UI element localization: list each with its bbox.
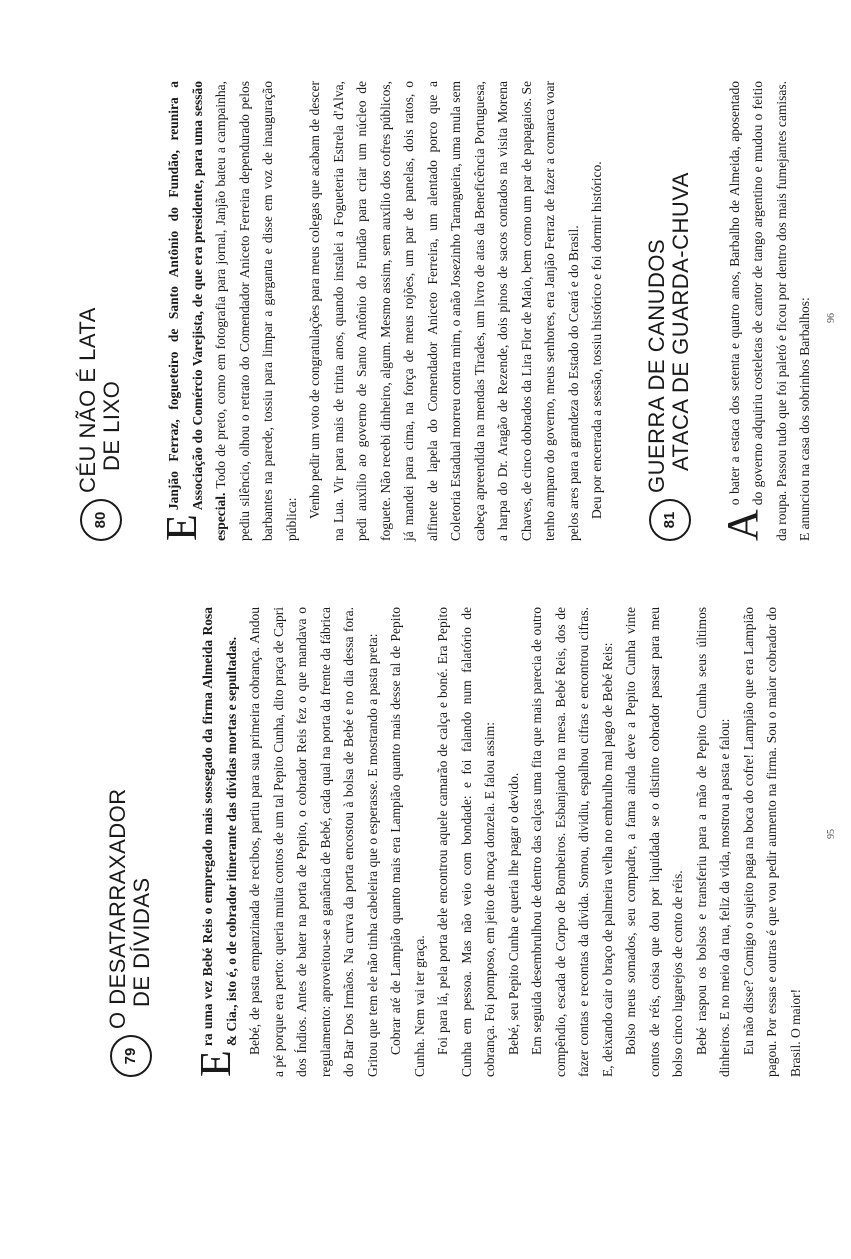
drop-cap: E	[191, 1050, 240, 1077]
paragraph: Eu não disse? Comigo o sujeito paga na boca do cofre! Lampião que era Lampião pagou. Por essas e outras é que vou pedir aumento na firma. Sou o maior cobrador do Brasil. O maior!	[740, 607, 803, 1077]
lead-text: ra uma vez Bebé Reis o empregado mais sossegado da firma Almeida Rosa & Cia., isto é, o de cobrador itinerante das dívidas mortas e sepultadas.	[200, 607, 239, 1047]
paragraph: Foi para lá, pela porta dele encontrou aquele camarão de calça e boné. Era Pepito Cunha em pessoa. Mas não veio com bondade: e foi falando num falatório de cobrança. Foi pomposo, em jeito de moça donzela. E falou assim:	[435, 607, 497, 1077]
section-81	[619, 81, 723, 541]
paragraph: Cobrar até de Lampião quanto mais era Lampião quanto mais desse tal de Pepito Cunha. Nem vai ter graça.	[388, 607, 427, 1077]
page-number-left: 95	[826, 829, 837, 839]
section-number-79	[110, 1035, 152, 1077]
section-number-text: 80	[92, 511, 110, 529]
section-title-line1: O DESATARRAXADOR	[105, 788, 130, 1029]
page-number-right: 96	[826, 313, 837, 323]
paragraph-continuation: Todo de preto, como em fotografia para jornal, Janjão bateu a campainha, pediu silêncio, olhou o retrato do Comendador Aniceto Ferreira dependurado pelos barbantes na parede, tossiu para limpar a garganta e disse em voz de inauguração pública:	[213, 81, 299, 541]
section-79	[70, 607, 196, 1077]
section-number-text: 79	[122, 1047, 140, 1065]
paragraph	[157, 81, 303, 541]
section-number-80	[80, 499, 122, 541]
paragraph: Bebé, de pasta empanzinada de recibos, partiu para sua primeira cobrança. Andou a pé porque era perto: queria muita contos de um tal Pepito Cunha, dito praça de Capri dos Índios. Antes de bater na porta de Pepito, o cobrador Reis fez o que mandava o regulamento: aproveitou-se a ganância de Bebé, cada qual na porta da frente da fábrica do Bar Dos Irmãos. Na curva da porta encostou à bolsa de Bebé e no dia dessa fora. Gritou que tem ele não tinha cabeleira que o esperasse. E mostrando a pasta preta:	[247, 607, 380, 1077]
lead-text: Janjão Ferraz, fogueteiro de Santo Antônio do Fundão, reunira a Associação do Comércio Varejista, de que era presidente, para uma sessão especial.	[166, 81, 228, 541]
paragraph: Bolso meus somados, seu compadre, a fama ainda deve a Pepito Cunha vinte contos de réis, coisa que dou por liquidada se o distinto cobrador passar para meu bolso cinco lugarejos de conto de réis.	[623, 607, 685, 1077]
paragraph	[191, 607, 243, 1077]
paragraph: Deu por encerrada a sessão, tossiu histórico e foi dormir histórico.	[589, 161, 604, 519]
left-page	[70, 607, 807, 1077]
section-title-line1: GUERRA DE CANUDOS	[643, 238, 669, 493]
section-81-body	[717, 81, 817, 541]
lead-text: o bater a estaca dos setenta e quatro anos, Barbalho de Almeida, aposentado do governo adquiriu costeletas de cantor de tango argentino e mudou o feitio da roupa. Passou tudo que foi paletó e ficou por dentro dos mais fumejantes camisas. E anunciou na casa dos sobrinhos Barbalhos:	[726, 81, 812, 541]
paragraph: Venho pedir um voto de congratulações para meus colegas que acabam de descer na Lua. Vir para mais de trinta anos, quando instalei a Fogueteria Estrela d'Alva, pedi auxílio ao governo de Santo Antônio do Fundão para criar um núcleo de foguete. Não recebi dinheiro, algum. Mesmo assim, sem auxílio dos cofres públicos, já mandei para cima, na força de meus rojões, um par de panelas, dois ratos, o alfinete de lapela do Comendador Aniceto Ferreira, um alentado porco que a Coletoria Estadual morreu contra mim, o anão Josezinho Tarangueira, uma mula sem cabeça apreendida na mendas Tirades, um livro de atas da Beneficência Portuguesa, a harpa do Dr. Aragão de Rezende, dois pinos de sacos contados na visita Morena Chaves, de cinco dobrados da Lira Flor de Maio, bem como um par de papagaios. Se tenho amparo do governo, meus senhores, era Janjão Ferraz de fazer a comarca voar pelos ares para a grandeza do Estado do Ceará e do Brasil.	[307, 81, 581, 541]
paragraph	[717, 81, 817, 541]
drop-cap: E	[157, 514, 206, 541]
paragraph: Em seguida desembrulhou de dentro das calças uma fita que mais parecia de outro compêndio, escada de Corpo de Bombeiros. Esbanjando na mesa. Bebé Reis, dos de fazer contas e recontas da dívida. Somou, dividiu, espalhou cifras e encontrou cifras. E, deixando cair o braço de palmeira velha no embrulho mal pago de Bebé Reis:	[529, 607, 615, 1077]
right-page	[52, 81, 817, 541]
drop-cap: A	[717, 509, 767, 541]
section-number-81	[649, 499, 691, 541]
section-80	[52, 81, 162, 541]
section-title-line2: DE DÍVIDAS	[129, 877, 154, 1007]
section-80-body	[157, 81, 609, 541]
section-title-line2: ATACA DE GUARDA-CHUVA	[667, 172, 693, 471]
section-title-line2: DE LIXO	[99, 380, 124, 471]
section-number-text: 81	[660, 511, 678, 529]
section-title-line1: CÉU NÃO É LATA	[75, 307, 100, 493]
paragraph: Bebé raspou os bolsos e transferiu para a mão de Pepito Cunha seus últimos dinheiros. E no meio da rua, feliz da vida, mostrou a pasta e falou:	[693, 607, 732, 1077]
paragraph: Bebé, seu Pepito Cunha e queria lhe pagar o devido.	[505, 772, 521, 1055]
section-79-body	[191, 607, 807, 1077]
